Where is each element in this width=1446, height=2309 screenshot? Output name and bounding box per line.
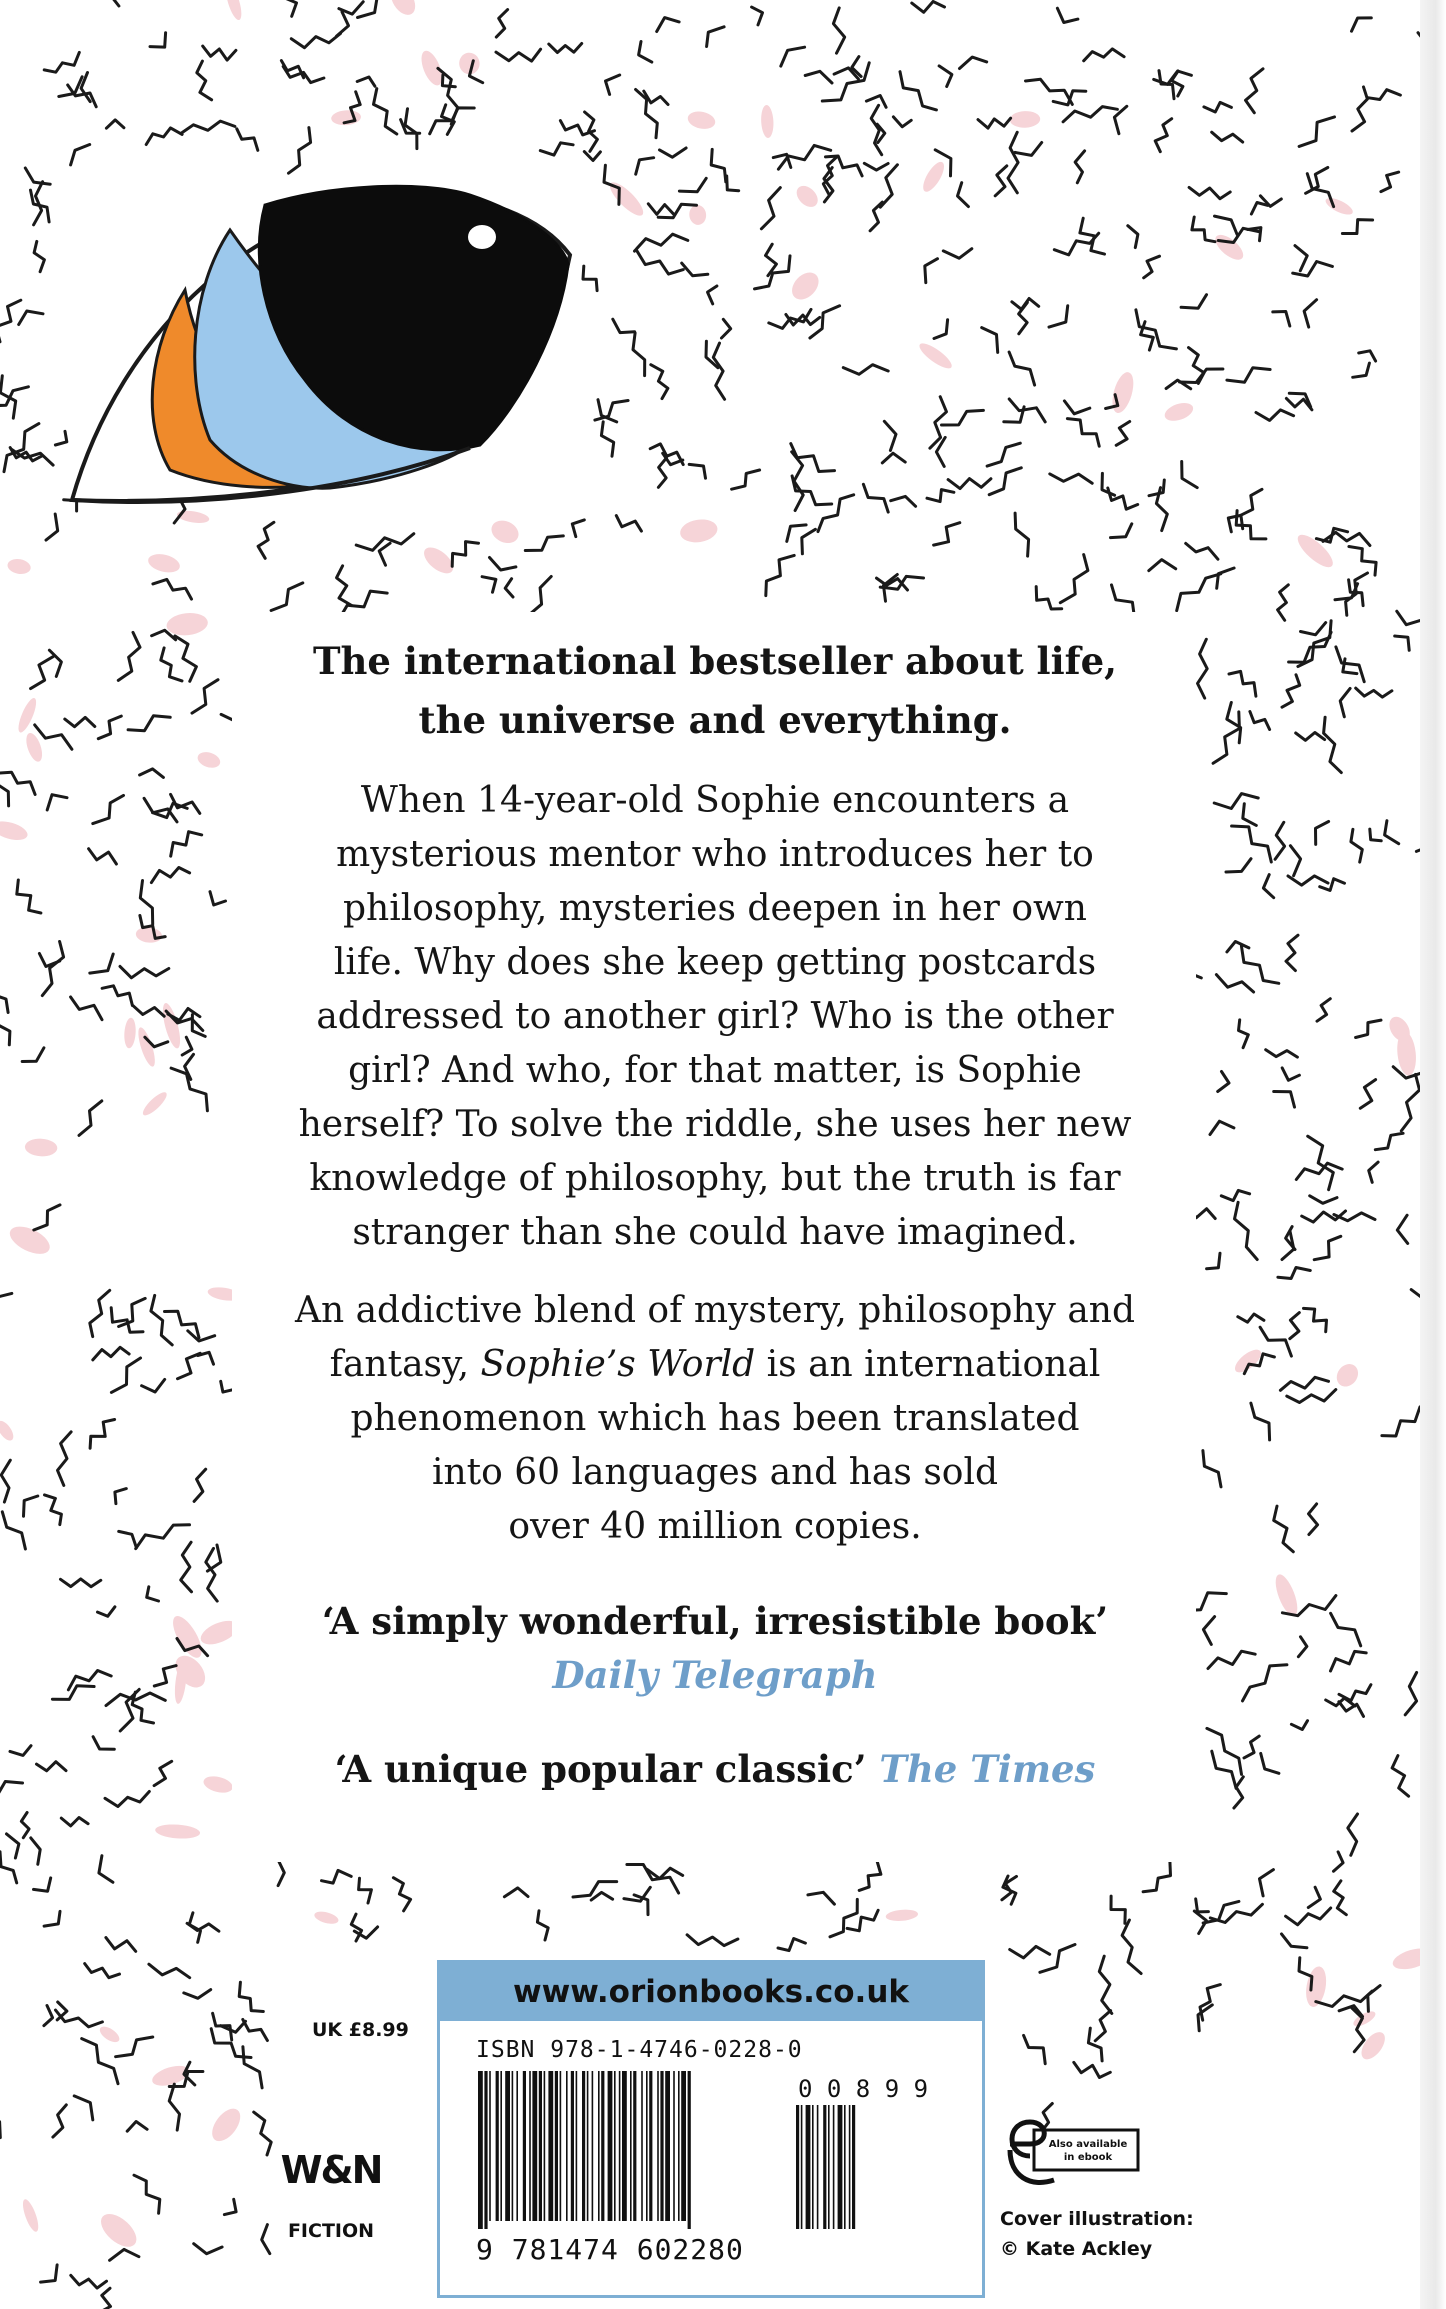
synopsis-line: stranger than she could have imagined. (352, 1212, 1078, 1253)
book-title: Sophie’s World (480, 1344, 756, 1385)
description-line: is an international (755, 1344, 1101, 1385)
isbn-label: ISBN 978-1-4746-0228-0 (476, 2037, 803, 2063)
barcode-box (437, 1960, 985, 2298)
synopsis-line: herself? To solve the riddle, she uses her new (298, 1104, 1132, 1145)
publisher-logo (276, 2148, 386, 2242)
website-banner[interactable]: www.orionbooks.co.uk (440, 1963, 982, 2021)
price-label: UK £8.99 (312, 2019, 409, 2041)
quote-text: ‘A simply wonderful, irresistible book’ (321, 1599, 1109, 1643)
quote-source: The Times (879, 1747, 1096, 1791)
synopsis-line: girl? And who, for that matter, is Sophie (348, 1050, 1082, 1091)
description-line: An addictive blend of mystery, philosophy and (294, 1290, 1136, 1331)
description-line: over 40 million copies. (508, 1506, 922, 1547)
blurb (255, 632, 1175, 1796)
synopsis-line: life. Why does she keep getting postcards (333, 942, 1097, 983)
description-paragraph (255, 1284, 1175, 1554)
synopsis-paragraph (255, 774, 1175, 1260)
headline (255, 632, 1175, 750)
headline-line-2: the universe and everything. (418, 698, 1012, 742)
price-code: 0 0 8 9 9 (798, 2075, 929, 2103)
synopsis-line: mysterious mentor who introduces her to (336, 834, 1094, 875)
eye-illustration (72, 186, 570, 502)
description-line: phenomenon which has been translated (350, 1398, 1080, 1439)
quote-source: Daily Telegraph (552, 1653, 878, 1697)
synopsis-line: knowledge of philosophy, but the truth is far (309, 1158, 1121, 1199)
imprint-label: FICTION (287, 2220, 375, 2242)
description-line: into 60 languages and has sold (431, 1452, 999, 1493)
cover-credit (1000, 2204, 1194, 2264)
headline-line-1: The international bestseller about life, (312, 639, 1118, 683)
synopsis-line: When 14-year-old Sophie encounters a (360, 780, 1070, 821)
review-quote-1 (255, 1594, 1175, 1702)
description-line: fantasy, (329, 1344, 481, 1385)
ean-digits: 9 781474 602280 (476, 2233, 744, 2266)
quote-text: ‘A unique popular classic’ (334, 1747, 867, 1791)
credit-line-1: Cover illustration: (1000, 2208, 1194, 2230)
ebook-text: Also available in ebook (1048, 2139, 1128, 2163)
review-quote-2 (255, 1742, 1175, 1796)
ebook-badge (1000, 2116, 1140, 2196)
synopsis-line: philosophy, mysteries deepen in her own (342, 888, 1087, 929)
credit-line-2: © Kate Ackley (1000, 2238, 1153, 2260)
eye-highlight (468, 225, 496, 249)
spine-edge (1420, 0, 1446, 2309)
synopsis-line: addressed to another girl? Who is the other (316, 996, 1114, 1037)
publisher-mark: W&N (280, 2148, 382, 2192)
